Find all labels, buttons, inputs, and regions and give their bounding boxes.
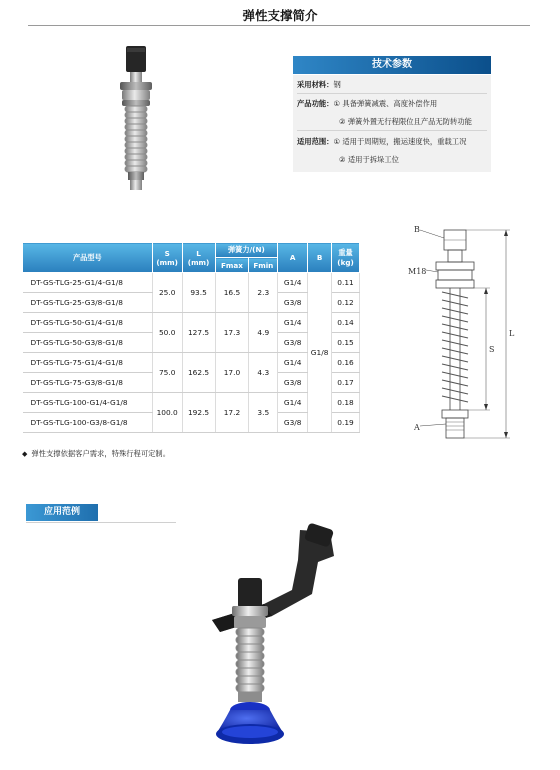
spec-function-2: ② 弹簧外置无行程限位且产品无防转功能 — [339, 117, 472, 126]
technical-drawing — [400, 218, 530, 450]
material-label: 采用材料： — [297, 80, 334, 89]
cell-b: G1/8 — [308, 273, 332, 433]
th-model: 产品型号 — [23, 243, 153, 273]
function-label: 产品功能： — [297, 99, 334, 108]
label-s: S — [489, 345, 495, 354]
cell-weight: 0.12 — [332, 293, 360, 313]
cell-s: 50.0 — [152, 313, 182, 353]
th-s: S (mm) — [152, 243, 182, 273]
spec-divider — [297, 130, 487, 131]
diamond-icon: ◆ — [22, 450, 28, 458]
cell-a: G3/8 — [278, 333, 308, 353]
cell-a: G3/8 — [278, 293, 308, 313]
spec-table — [22, 242, 360, 433]
app-example-divider — [26, 522, 176, 523]
spec-scope-1 — [297, 137, 466, 147]
app-example-badge: 应用范例 — [26, 504, 98, 521]
spec-material — [297, 80, 341, 90]
cell-weight: 0.19 — [332, 413, 360, 433]
cell-weight: 0.15 — [332, 333, 360, 353]
cell-s: 75.0 — [152, 353, 182, 393]
cell-model: DT-GS-TLG-50-G3/8-G1/8 — [23, 333, 153, 353]
scope-label: 适用范围： — [297, 137, 334, 146]
cell-fmin: 3.5 — [249, 393, 278, 433]
label-m18: M18 — [408, 267, 427, 276]
function-item: ① 具备弹簧减震、高度补偿作用 — [333, 99, 438, 108]
table-row — [23, 273, 360, 293]
custom-note — [22, 449, 170, 459]
scope-item: ① 适用于周期短，搬运速度快，重载工况 — [333, 137, 467, 146]
cell-a: G3/8 — [278, 373, 308, 393]
cell-weight: 0.18 — [332, 393, 360, 413]
application-image — [200, 520, 360, 760]
cell-weight: 0.14 — [332, 313, 360, 333]
th-force: 弹簧力/(N) — [215, 243, 278, 258]
cell-model: DT-GS-TLG-25-G1/4-G1/8 — [23, 273, 153, 293]
product-image — [100, 42, 180, 194]
cell-a: G3/8 — [278, 413, 308, 433]
cell-fmax: 17.2 — [215, 393, 249, 433]
cell-model: DT-GS-TLG-75-G1/4-G1/8 — [23, 353, 153, 373]
cell-a: G1/4 — [278, 313, 308, 333]
th-a: A — [278, 243, 308, 273]
cell-weight: 0.11 — [332, 273, 360, 293]
label-a: A — [414, 423, 420, 432]
th-b: B — [308, 243, 332, 273]
cell-fmin: 4.9 — [249, 313, 278, 353]
cell-weight: 0.17 — [332, 373, 360, 393]
cell-fmax: 17.0 — [215, 353, 249, 393]
cell-l: 93.5 — [182, 273, 215, 313]
cell-model: DT-GS-TLG-100-G1/4-G1/8 — [23, 393, 153, 413]
spec-scope-2: ② 适用于拆垛工位 — [339, 155, 399, 164]
cell-a: G1/4 — [278, 353, 308, 373]
cell-fmax: 16.5 — [215, 273, 249, 313]
spec-header: 技术参数 — [293, 56, 491, 74]
th-fmin: Fmin — [249, 258, 278, 273]
page-title: 弹性支撑简介 — [242, 8, 318, 23]
label-l: L — [509, 329, 515, 338]
cell-l: 162.5 — [182, 353, 215, 393]
th-fmax: Fmax — [215, 258, 249, 273]
cell-model: DT-GS-TLG-100-G3/8-G1/8 — [23, 413, 153, 433]
material-value: 钢 — [333, 80, 341, 89]
cell-model: DT-GS-TLG-50-G1/4-G1/8 — [23, 313, 153, 333]
cell-fmax: 17.3 — [215, 313, 249, 353]
cell-model: DT-GS-TLG-25-G3/8-G1/8 — [23, 293, 153, 313]
th-weight: 重量 (kg) — [332, 243, 360, 273]
note-text: 弹性支撑依据客户需求，特殊行程可定制。 — [31, 449, 171, 458]
cell-l: 127.5 — [182, 313, 215, 353]
title-divider — [28, 25, 530, 26]
cell-s: 100.0 — [152, 393, 182, 433]
cell-fmin: 4.3 — [249, 353, 278, 393]
cell-l: 192.5 — [182, 393, 215, 433]
cell-model: DT-GS-TLG-75-G3/8-G1/8 — [23, 373, 153, 393]
cell-weight: 0.16 — [332, 353, 360, 373]
cell-s: 25.0 — [152, 273, 182, 313]
cell-a: G1/4 — [278, 273, 308, 293]
spec-function-1 — [297, 99, 437, 109]
spec-divider — [297, 93, 487, 94]
cell-a: G1/4 — [278, 393, 308, 413]
th-l: L (mm) — [182, 243, 215, 273]
cell-fmin: 2.3 — [249, 273, 278, 313]
label-b: B — [414, 225, 420, 234]
